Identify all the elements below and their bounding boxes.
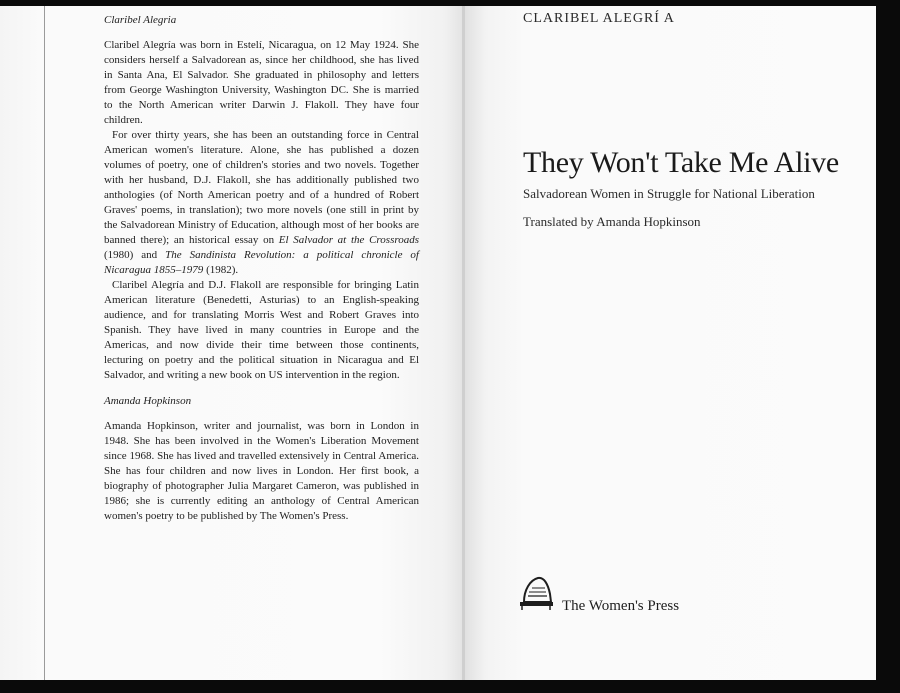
bio-paragraph-3: Claribel Alegría and D.J. Flakoll are responsible for bringing Latin American literature (Benedetti, Asturias) to an English-speaking audience, and for translating Morris West and Robert Graves into Spanish. They have lived in many countries in Europe and the Americas, and now divide their time between those continents, lecturing on poetry and the political situation in Nicaragua and El Salvador, and writing a new book on US intervention in the region. [104,279,419,381]
bio-paragraph-4: Amanda Hopkinson, writer and journalist, was born in London in 1948. She has been involved in the Women's Liberation Movement since 1968. She has lived and travelled extensively in Central America. She has four children and now lives in London. Her first book, a biography of photographer Julia Margaret Cameron, was published in 1986; she is currently editing an anthology of Central American women's poetry to be published by The Women's Press. [104,420,419,522]
book-title: They Won't Take Me Alive [523,146,839,179]
book-gutter [462,6,465,680]
scan-border-bottom [0,680,900,693]
bio-heading-alegria: Claribel Alegria [104,14,177,26]
bio-heading-hopkinson: Amanda Hopkinson [104,395,192,407]
bio-paragraph-1: Claribel Alegría was born in Estelí, Nicaragua, on 12 May 1924. She considers herself a Salvadorean as, since her childhood, she has lived in Santa Ana, El Salvador. She graduated in philosophy and letters from George Washington University, Washington DC. She is married to the North American writer Darwin J. Flakoll. They have four children. [104,39,419,126]
author-biographies [104,13,419,524]
left-page-edge [44,6,45,680]
bio-paragraph-2-text-a: For over thirty years, she has been an outstanding force in Central American women's literature. Alone, she has published a dozen volumes of poetry, one of children's stories and two novels. Together with her husband, D.J. Flakoll, she has additionally published two anthologies (of North American poetry and of a hundred of Robert Graves' poems, in translation); two more novels (one still in print by the Salvadorean Ministry of Education, although most of her books are banned there); an historical essay on [104,129,419,246]
iron-icon [516,572,556,612]
bio-paragraph-2-text-c: (1982). [203,264,239,276]
bio-paragraph-2 [104,128,419,278]
translator-credit: Translated by Amanda Hopkinson [523,214,701,229]
book-title-sandinista: The Sandinista Revolution: a political chronicle of Nicaragua 1855–1979 [104,249,419,276]
scan-border-right [876,0,900,693]
book-title-crossroads: El Salvador at the Crossroads [278,234,419,246]
author-name: CLARIBEL ALEGRÍ A [523,11,675,26]
book-subtitle: Salvadorean Women in Struggle for National Liberation [523,186,815,201]
bio-paragraph-2-text-b: (1980) and [104,249,166,261]
publisher-name: The Women's Press [562,598,680,614]
